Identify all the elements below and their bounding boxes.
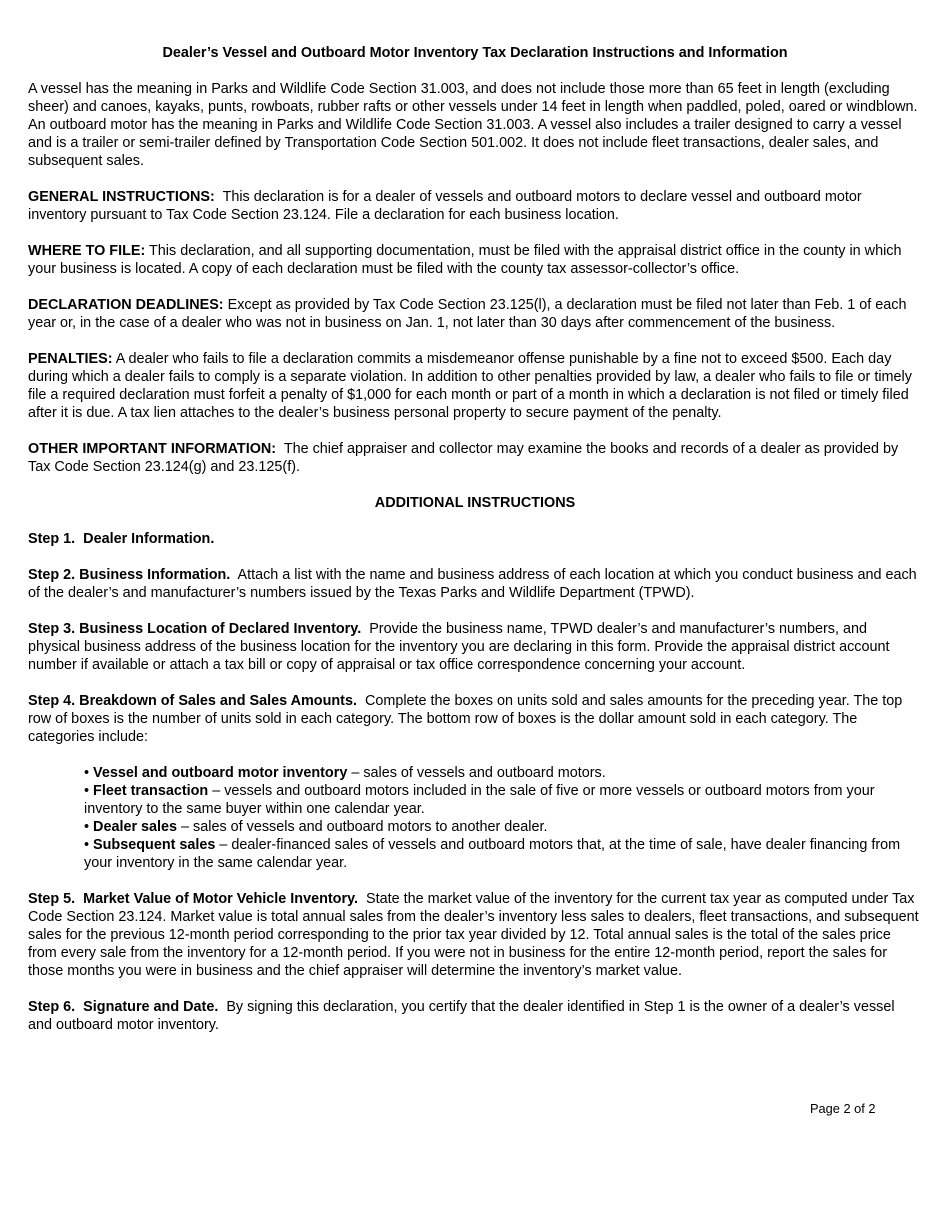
intro-paragraph: A vessel has the meaning in Parks and Wildlife Code Section 31.003, and does not include those more than 65 feet in length (excluding sheer) and canoes, kayaks, punts, rowboats, rubber rafts or other vessels under 14 feet in length when paddled, poled, oared or windblown. An outboard motor has the meaning in Parks and Wildlife Code Section 31.003. A vessel also includes a trailer designed to carry a vessel and is a trailer or semi-trailer defined by Transportation Code Section 501.002. It does not include fleet transactions, dealer sales, and subsequent sales. bbox=[28, 81, 918, 169]
step-3-text: Provide the business name, TPWD dealer’s and manufacturer’s numbers, and physical business address of the business location for the inventory you are declaring in this form. Provide the appraisal district account number if available or attach a tax bill or copy of appraisal or tax office correspondence concerning your account. bbox=[28, 621, 894, 673]
document-title: Dealer’s Vessel and Outboard Motor Inventory Tax Declaration Instructions and Information bbox=[162, 45, 788, 61]
penalties-text: A dealer who fails to file a declaration commits a misdemeanor offense punishable by a fine not to exceed $500. Each day during which a dealer fails to comply is a separate violation. In addition to other penalties provided by law, a dealer who fails to file or timely file a required declaration must forfeit a penalty of $1,000 for each month or part of a month in which a declaration is not filed or timely filed after it is due. A tax lien attaches to the dealer’s business personal property to secure payment of the penalty. bbox=[28, 351, 916, 421]
step-6-heading: Step 6. Signature and Date. bbox=[28, 999, 219, 1015]
where-to-file-text: This declaration, and all supporting documentation, must be filed with the appraisal district office in the county in which your business is located. A copy of each declaration must be filed with the county tax assessor-collector’s office. bbox=[28, 243, 906, 277]
bullet-icon: • bbox=[84, 783, 94, 799]
additional-instructions-heading: ADDITIONAL INSTRUCTIONS bbox=[374, 495, 576, 511]
general-instructions-paragraph bbox=[28, 188, 922, 224]
step-4-heading: Step 4. Breakdown of Sales and Sales Amounts. bbox=[28, 693, 357, 709]
declaration-deadlines-heading: DECLARATION DEADLINES: bbox=[28, 297, 224, 313]
step-5-paragraph bbox=[28, 890, 922, 980]
step-2-heading: Step 2. Business Information. bbox=[28, 567, 231, 583]
where-to-file-heading: WHERE TO FILE: bbox=[28, 243, 146, 259]
page-number: Page 2 of 2 bbox=[810, 1101, 876, 1116]
sales-categories-list bbox=[28, 764, 922, 872]
list-item bbox=[84, 836, 922, 872]
other-information-heading: OTHER IMPORTANT INFORMATION: bbox=[28, 441, 277, 457]
list-item bbox=[84, 818, 922, 836]
category-definition: – sales of vessels and outboard motors. bbox=[347, 765, 606, 781]
category-term: Subsequent sales bbox=[93, 837, 216, 853]
step-5-heading: Step 5. Market Value of Motor Vehicle Inventory. bbox=[28, 891, 359, 907]
list-item bbox=[84, 782, 922, 818]
bullet-icon: • bbox=[84, 837, 94, 853]
general-instructions-text: This declaration is for a dealer of vessels and outboard motors to declare vessel and outboard motor inventory pursuant to Tax Code Section 23.124. File a declaration for each business location. bbox=[28, 189, 866, 223]
step-3-heading: Step 3. Business Location of Declared Inventory. bbox=[28, 621, 362, 637]
step-2-paragraph bbox=[28, 566, 922, 602]
category-definition: – dealer-financed sales of vessels and outboard motors that, at the time of sale, have dealer financing from your inventory in the same calendar year. bbox=[84, 837, 901, 871]
step-2-text: Attach a list with the name and business address of each location at which you conduct business and each of the dealer’s and manufacturer’s numbers issued by the Texas Parks and Wildlife Department (TPWD). bbox=[28, 567, 921, 601]
step-5-text: State the market value of the inventory for the current tax year as computed under Tax Code Section 23.124. Market value is total annual sales from the dealer’s inventory less sales to dealers, fleet transactions, and subsequent sales for the previous 12-month period corresponding to the prior tax year divided by 12. Total annual sales is the total of the sales price from every sale from the inventory for a 12-month period. If you were not in business for the entire 12-month period, report the sales for those months you were in business and the chief appraiser will determine the inventory’s market value. bbox=[28, 891, 923, 979]
category-term: Dealer sales bbox=[93, 819, 178, 835]
step-4-text: Complete the boxes on units sold and sales amounts for the preceding year. The top row of boxes is the number of units sold in each category. The bottom row of boxes is the dollar amount sold in each category. The categories include: bbox=[28, 693, 907, 745]
category-term: Fleet transaction bbox=[93, 783, 209, 799]
penalties-paragraph bbox=[28, 350, 922, 422]
step-1-heading: Step 1. Dealer Information. bbox=[28, 531, 215, 547]
general-instructions-heading: GENERAL INSTRUCTIONS: bbox=[28, 189, 215, 205]
step-6-text: By signing this declaration, you certify that the dealer identified in Step 1 is the owner of a dealer’s vessel and outboard motor inventory. bbox=[28, 999, 899, 1033]
bullet-icon: • bbox=[84, 765, 94, 781]
penalties-heading: PENALTIES: bbox=[28, 351, 113, 367]
category-definition: – sales of vessels and outboard motors to another dealer. bbox=[177, 819, 548, 835]
step-1-paragraph bbox=[28, 530, 922, 548]
category-definition: – vessels and outboard motors included in the sale of five or more vessels or outboard motors from your inventory to the same buyer within one calendar year. bbox=[84, 783, 875, 817]
other-information-text: The chief appraiser and collector may examine the books and records of a dealer as provided by Tax Code Section 23.124(g) and 23.125(f). bbox=[28, 441, 902, 475]
step-4-paragraph bbox=[28, 692, 922, 746]
step-6-paragraph bbox=[28, 998, 922, 1034]
declaration-deadlines-paragraph bbox=[28, 296, 922, 332]
step-3-paragraph bbox=[28, 620, 922, 674]
other-information-paragraph bbox=[28, 440, 922, 476]
category-term: Vessel and outboard motor inventory bbox=[93, 765, 348, 781]
bullet-icon: • bbox=[84, 819, 94, 835]
list-item bbox=[84, 764, 922, 782]
declaration-deadlines-text: Except as provided by Tax Code Section 23.125(l), a declaration must be filed not later than Feb. 1 of each year or, in the case of a dealer who was not in business on Jan. 1, not later than 30 days after commencement of the business. bbox=[28, 297, 911, 331]
where-to-file-paragraph bbox=[28, 242, 922, 278]
document-page bbox=[28, 44, 922, 1052]
